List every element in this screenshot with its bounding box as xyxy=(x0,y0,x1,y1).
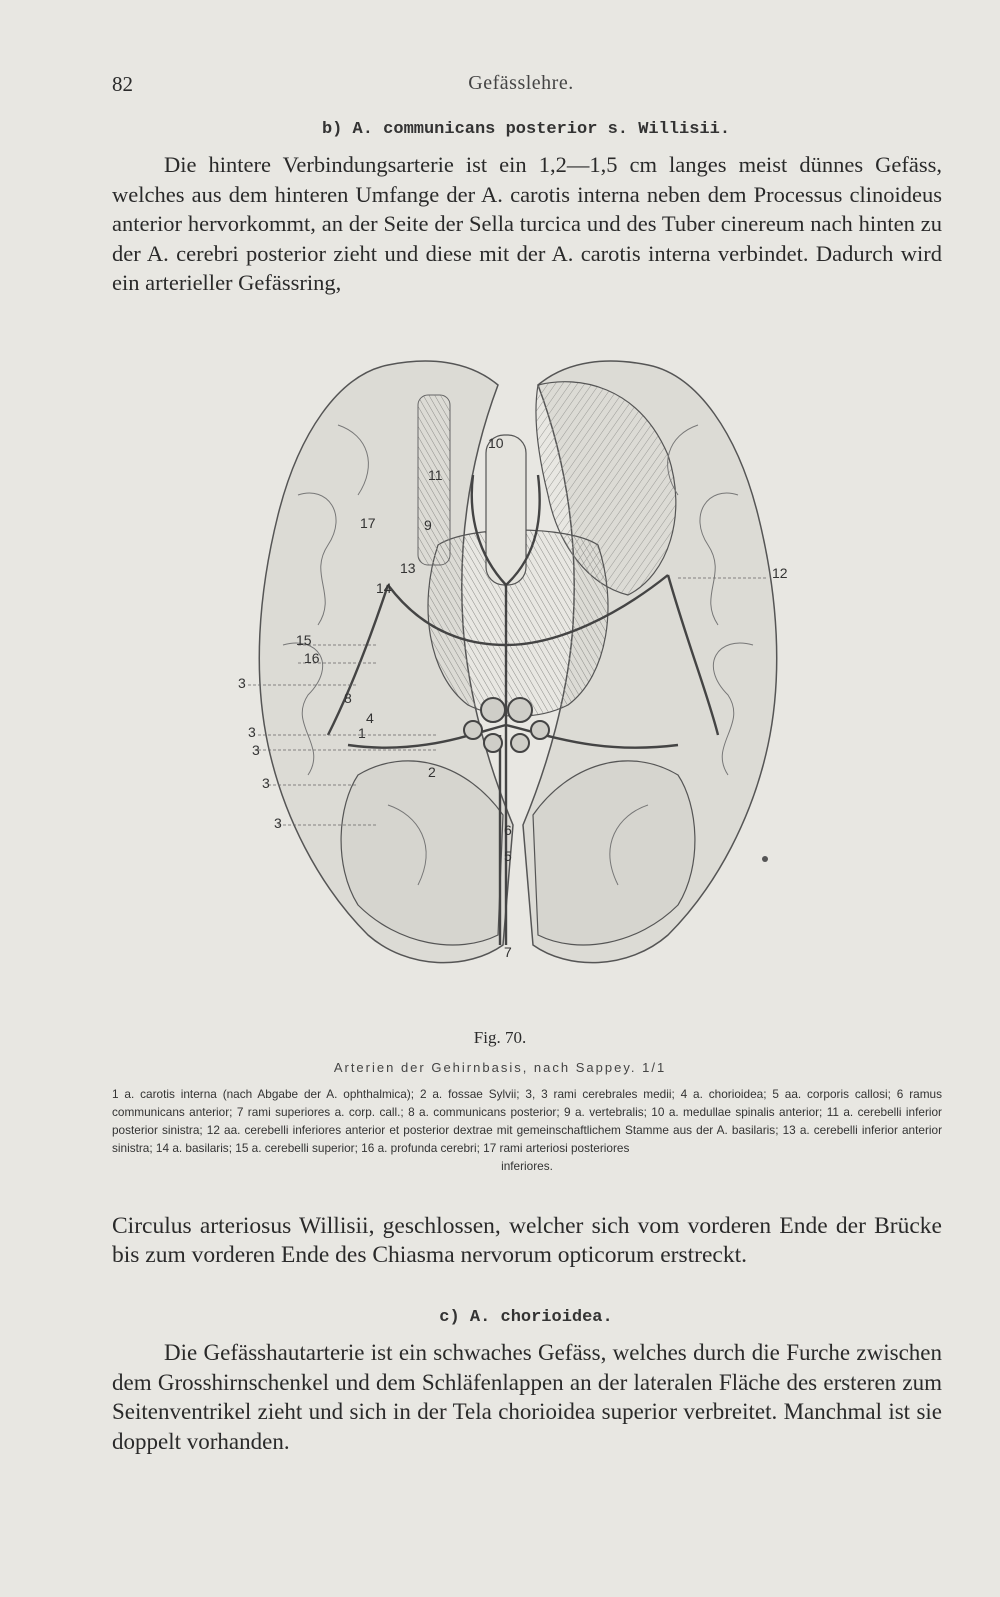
running-title: Gefässlehre. xyxy=(468,72,574,94)
medulla-oblongata xyxy=(486,435,526,585)
figure-caption-title xyxy=(0,1060,1000,1075)
caption-scale: 1/1 xyxy=(642,1060,667,1075)
figure-label-6: 6 xyxy=(504,822,512,838)
figure-label-5: 5 xyxy=(504,848,512,864)
figure-label-8: 8 xyxy=(344,690,352,706)
figure-label-10: 10 xyxy=(488,435,504,451)
paragraph-communicans-posterior: Die hintere Verbindungsarterie ist ein 1,2—1,5 cm langes meist dünnes Gefäss, welches aus dem hinteren Umfange der A. carotis interna neben dem Processus clinoideus anterior hervorkommt, an der Seite der Sella turcica und des Tuber cinereum nach hinten zu der A. cerebri posterior zieht und diese mit der A. carotis interna verbindet. Dadurch wird ein arterieller Gefässring, xyxy=(112,152,942,295)
figure-label-11: 11 xyxy=(428,467,443,483)
figure-label-3b: 3 xyxy=(248,724,256,740)
figure-label-3a: 3 xyxy=(238,675,246,691)
running-head xyxy=(112,72,930,102)
figure-label-12: 12 xyxy=(772,565,788,581)
paragraph-circulus-continuation: Circulus arteriosus Willisii, geschlossen, welcher sich vom vorderen Ende der Brücke bis zum vorderen Ende des Chiasma nervorum opticorum erstreckt. xyxy=(112,1213,942,1268)
figure-number: Fig. 70. xyxy=(473,1028,527,1047)
figure-label-15: 15 xyxy=(296,632,312,648)
figure-legend-text: 1 a. carotis interna (nach Abgabe der A. ophthalmica); 2 a. fossae Sylvii; 3, 3 rami cerebrales medii; 4 a. chorioidea; 5 aa. corporis callosi; 6 ramus communicans anterior; 7 rami superiores a. corp. call.; 8 a. communicans posterior; 9 a. vertebralis; 10 a. medullae spinalis anterior; 11 a. cerebelli inferior posterior sinistra; 12 aa. cerebelli inferiores anterior et posterior dextrae mit gemeinschaftlichem Stamme aus der A. basilaris; 13 a. cerebelli inferior anterior sinistra; 14 a. basilaris; 15 a. cerebelli superior; 16 a. profunda cerebri; 17 rami arteriosi posteriores xyxy=(112,1087,942,1155)
figure-legend-end: inferiores. xyxy=(501,1159,553,1173)
section-heading-c: c) A. chorioidea. xyxy=(439,1308,613,1327)
brain-base-illustration xyxy=(238,345,800,985)
figure-label-9: 9 xyxy=(424,517,432,533)
page-number: 82 xyxy=(112,72,133,96)
section-heading-b: b) A. communicans posterior s. Willisii. xyxy=(321,120,731,139)
figure-label-17: 17 xyxy=(360,515,376,531)
figure-label-13: 13 xyxy=(400,560,416,576)
paper-speck xyxy=(762,856,768,862)
figure-legend xyxy=(112,1085,942,1175)
figure-label-3d: 3 xyxy=(262,775,270,791)
figure-label-7: 7 xyxy=(504,944,512,960)
figure-label-14: 14 xyxy=(376,580,392,596)
paragraph-chorioidea: Die Gefässhautarterie ist ein schwaches Gefäss, welches durch die Furche zwischen dem Grosshirnschenkel und dem Schläfenlappen an der lateralen Fläche des ersteren zum Seitenventrikel zieht und sich in der Tela chorioidea superior verbreitet. Manchmal ist sie doppelt vorhanden. xyxy=(112,1340,942,1454)
figure-label-2: 2 xyxy=(428,764,436,780)
figure-label-3c: 3 xyxy=(252,742,260,758)
figure-label-1: 1 xyxy=(358,725,366,741)
figure-label-4: 4 xyxy=(366,710,374,726)
caption-title-text: Arterien der Gehirnbasis, nach Sappey. xyxy=(333,1060,637,1075)
brain-base-figure xyxy=(238,345,800,985)
figure-label-16: 16 xyxy=(304,650,320,666)
figure-label-3e: 3 xyxy=(274,815,282,831)
